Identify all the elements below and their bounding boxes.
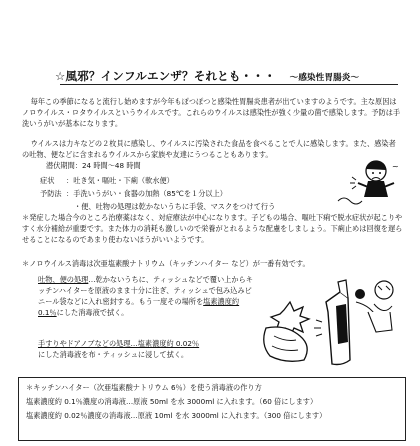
box-line-1: 塩素濃度約 0.1％濃度の消毒液…原液 50ml を水 3000ml に入れます。（60 倍にします）	[26, 397, 318, 406]
vomit-concentration: 塩素濃度約 0.1％	[38, 297, 240, 317]
incubation-line: 潜伏期間：24 時間～48 時間	[46, 161, 141, 170]
title-text: ☆風邪？インフルエンザ？それとも・・・	[55, 69, 276, 83]
symptoms-text: ：吐き気・嘔吐・下痢（軟水便）	[66, 176, 174, 185]
box-line-2: 塩素濃度約 0.02％濃度の消毒液…原液 10ml を水 3000ml に入れます。（300 倍にします）	[26, 411, 327, 420]
vomit-text-2: にした消毒液で拭く。	[56, 308, 129, 317]
prevention-text-1: ：手洗いうがい・食器の加熱（85℃を１分以上）	[66, 189, 227, 198]
svg-text:~: ~	[392, 162, 399, 171]
infection-paragraph: ウイルスは力キなどの２枚貝に感染し、ウイルスに汚染された食品を食べることで人に感染します。また、感染者の吐物、便などに含まれるウイルスから家族や友達にうつることもあります。	[22, 139, 396, 159]
intro-paragraph: 毎年この季節になると流行し始めますが今年もぽつぽつと感染性胃腸炎患者が出ていますのようです。主な原因はノロウイルス・ロタウイルスというウイルスです。これらのウイルスは感染性が強く少量の菌で感染します。予防は手洗いうがいが基本になります。	[22, 97, 401, 128]
subtitle-text: ～感染性胃腸炎～	[289, 73, 360, 83]
box-title: ＊キッチンハイター（次亜塩素酸ナトリウム 6％）を使う消毒液の作り方	[26, 383, 262, 392]
vomit-text-1: …乾かないうちに、ティッシュなどで覆い上からキッチンハイターを原液のまま十分に注ぎ、ティッシュで包み込みビニール袋などに入れ密封する。もう一度その場所を	[38, 275, 253, 306]
door-paragraph	[38, 338, 278, 360]
prevention-text-2: ・便、吐物の処理は乾かないうちに手袋、マスクをつけて行う	[74, 202, 276, 211]
treatment-paragraph: ＊発症した場合今のところ治療薬はなく、対症療法が中心になります。子どもの場合、嘔吐下痢で脱水症状が起こりやすく水分補給が重要です。また体力の消耗も激しいので栄養がとれるような配慮をしましょう。下痢止めは回復を遅らせることになるのであまり使わないほうがいいようです。	[22, 213, 403, 244]
symptoms-label: 症状	[40, 176, 55, 185]
door-text-2: にした消毒液を布・ティッシュに浸して拭く。	[38, 350, 189, 359]
disinfect-title: ＊ノロウイルス消毒は次亜塩素酸ナトリウム（キッチンハイター など）が一番有効です。	[22, 259, 310, 268]
prevention-label: 予防法	[40, 189, 62, 198]
page-title	[55, 68, 385, 84]
sick-child-illustration	[328, 157, 410, 209]
door-text-1: …塩素濃度約 0.02％	[130, 339, 200, 348]
vomit-paragraph	[38, 274, 256, 318]
vomit-heading: 吐物、便の処理	[38, 275, 89, 284]
disinfectant-cleaning-illustration	[256, 272, 406, 370]
door-heading: 手すりやドアノブなどの処理	[38, 339, 131, 348]
title-underline	[60, 84, 398, 85]
